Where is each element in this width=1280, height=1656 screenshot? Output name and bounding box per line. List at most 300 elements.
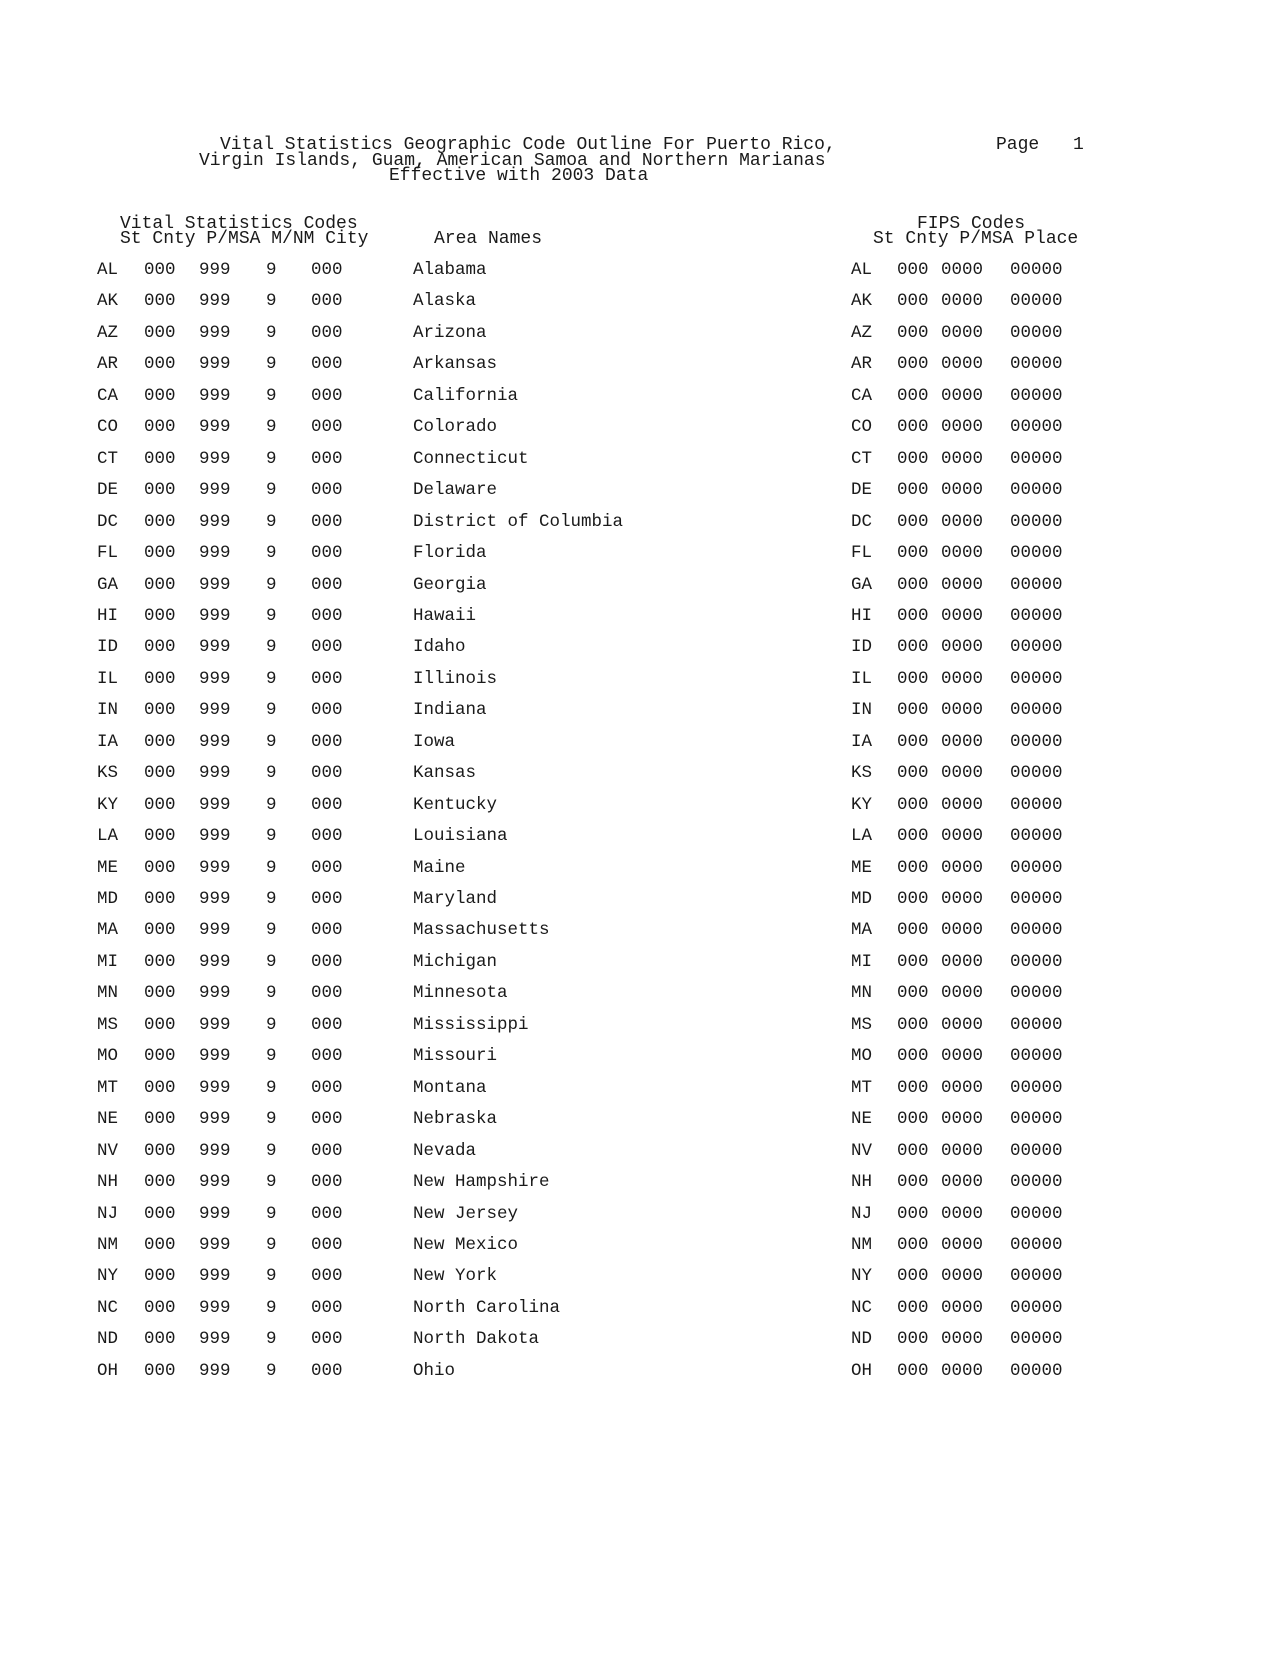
fips-state-cell: CT — [851, 448, 873, 469]
fips-county-cell: 000 — [897, 668, 929, 689]
vs-city-cell: 000 — [311, 763, 343, 784]
table-row — [0, 1234, 1280, 1257]
table-row — [0, 1014, 1280, 1037]
vs-state-cell: ND — [97, 1329, 119, 1350]
vs-city-cell: 000 — [311, 354, 343, 375]
fips-pmsa-cell: 0000 — [941, 1234, 984, 1255]
vs-county-cell: 000 — [144, 605, 176, 626]
table-row — [0, 1174, 1280, 1194]
vs-city-cell: 000 — [311, 1203, 343, 1224]
vs-mnm-cell: 9 — [266, 920, 277, 941]
vs-pmsa-cell: 999 — [199, 260, 231, 280]
vs-county-cell: 000 — [144, 543, 176, 564]
fips-pmsa-cell: 0000 — [941, 1140, 984, 1161]
vs-city-cell: 000 — [311, 322, 343, 343]
vs-state-cell: MA — [97, 920, 119, 941]
area-name-cell: New Mexico — [413, 1234, 519, 1255]
table-row — [0, 891, 1280, 911]
vs-county-cell: 000 — [144, 731, 176, 752]
area-name-cell: Nevada — [413, 1140, 477, 1161]
fips-place-cell: 00000 — [1010, 920, 1063, 941]
fips-pmsa-cell: 0000 — [941, 731, 984, 752]
fips-pmsa-cell: 0000 — [941, 826, 984, 847]
area-name-cell: Georgia — [413, 574, 487, 595]
fips-pmsa-cell: 0000 — [941, 385, 984, 406]
vs-mnm-cell: 9 — [266, 889, 277, 909]
fips-state-cell: ME — [851, 857, 873, 878]
vs-city-cell: 000 — [311, 1360, 343, 1381]
fips-pmsa-cell: 0000 — [941, 700, 984, 721]
fips-state-cell: GA — [851, 574, 873, 595]
fips-state-cell: ND — [851, 1329, 873, 1350]
vs-city-cell: 000 — [311, 511, 343, 532]
fips-county-cell: 000 — [897, 1329, 929, 1350]
vs-state-cell: ID — [97, 637, 119, 658]
vs-state-cell: KS — [97, 763, 119, 784]
vs-city-cell: 000 — [311, 983, 343, 1004]
vs-pmsa-cell: 999 — [199, 417, 231, 438]
vs-county-cell: 000 — [144, 322, 176, 343]
fips-county-cell: 000 — [897, 543, 929, 564]
vs-city-cell: 000 — [311, 1140, 343, 1161]
fips-codes-heading: FIPS Codes — [917, 214, 1026, 234]
vs-mnm-cell: 9 — [266, 417, 277, 438]
fips-place-cell: 00000 — [1010, 385, 1063, 406]
fips-place-cell: 00000 — [1010, 1077, 1063, 1098]
table-row — [0, 985, 1280, 1005]
fips-county-cell: 000 — [897, 1172, 929, 1193]
area-name-cell: Mississippi — [413, 1014, 529, 1035]
fips-state-cell: ID — [851, 637, 873, 658]
vs-mnm-cell: 9 — [266, 763, 277, 784]
fips-county-cell: 000 — [897, 605, 929, 626]
vs-pmsa-cell: 999 — [199, 951, 231, 972]
vs-county-cell: 000 — [144, 1046, 176, 1067]
fips-county-cell: 000 — [897, 1203, 929, 1224]
fips-county-cell: 000 — [897, 291, 929, 312]
vs-mnm-cell: 9 — [266, 857, 277, 878]
page-number: 1 — [1073, 135, 1084, 155]
fips-county-cell: 000 — [897, 1360, 929, 1381]
area-name-cell: Arkansas — [413, 354, 498, 375]
fips-pmsa-cell: 0000 — [941, 889, 984, 909]
fips-place-cell: 00000 — [1010, 983, 1063, 1004]
vs-county-cell: 000 — [144, 637, 176, 658]
vs-pmsa-cell: 999 — [199, 511, 231, 532]
area-name-cell: Ohio — [413, 1360, 456, 1381]
vs-state-cell: NJ — [97, 1203, 119, 1224]
area-name-cell: Alaska — [413, 291, 477, 312]
fips-county-cell: 000 — [897, 260, 929, 280]
area-name-cell: New Hampshire — [413, 1172, 550, 1193]
fips-state-cell: FL — [851, 543, 873, 564]
fips-place-cell: 00000 — [1010, 1360, 1063, 1381]
table-row — [0, 605, 1280, 628]
vs-county-cell: 000 — [144, 511, 176, 532]
vs-county-cell: 000 — [144, 385, 176, 406]
fips-county-cell: 000 — [897, 637, 929, 658]
table-row — [0, 322, 1280, 345]
fips-place-cell: 00000 — [1010, 951, 1063, 972]
vs-mnm-cell: 9 — [266, 1329, 277, 1350]
fips-county-cell: 000 — [897, 1266, 929, 1287]
fips-place-cell: 00000 — [1010, 731, 1063, 752]
fips-county-cell: 000 — [897, 951, 929, 972]
vs-mnm-cell: 9 — [266, 291, 277, 312]
fips-state-cell: MA — [851, 920, 873, 941]
table-row — [0, 922, 1280, 942]
area-name-cell: Maine — [413, 857, 466, 878]
table-row — [0, 262, 1280, 282]
vs-pmsa-cell: 999 — [199, 1046, 231, 1067]
vs-county-cell: 000 — [144, 983, 176, 1004]
vs-pmsa-cell: 999 — [199, 1203, 231, 1224]
fips-place-cell: 00000 — [1010, 1046, 1063, 1067]
vs-state-cell: FL — [97, 543, 119, 564]
vs-city-cell: 000 — [311, 637, 343, 658]
fips-state-cell: MI — [851, 951, 873, 972]
area-name-cell: Michigan — [413, 951, 498, 972]
vs-city-cell: 000 — [311, 260, 343, 280]
table-row — [0, 1268, 1280, 1288]
fips-county-cell: 000 — [897, 763, 929, 784]
fips-state-cell: DE — [851, 480, 873, 501]
vs-state-cell: GA — [97, 574, 119, 595]
fips-state-cell: LA — [851, 826, 873, 847]
fips-place-cell: 00000 — [1010, 1140, 1063, 1161]
fips-pmsa-cell: 0000 — [941, 1360, 984, 1381]
fips-state-cell: AK — [851, 291, 873, 312]
vs-mnm-cell: 9 — [266, 511, 277, 532]
vital-statistics-column-headers: St Cnty P/MSA M/NM City — [120, 229, 369, 249]
vs-city-cell: 000 — [311, 448, 343, 469]
fips-state-cell: MO — [851, 1046, 873, 1067]
vs-mnm-cell: 9 — [266, 983, 277, 1004]
fips-pmsa-cell: 0000 — [941, 322, 984, 343]
vs-state-cell: AL — [97, 260, 119, 280]
fips-place-cell: 00000 — [1010, 1109, 1063, 1130]
vs-state-cell: MS — [97, 1014, 119, 1035]
fips-pmsa-cell: 0000 — [941, 605, 984, 626]
fips-state-cell: IA — [851, 731, 873, 752]
vs-city-cell: 000 — [311, 668, 343, 689]
fips-county-cell: 000 — [897, 322, 929, 343]
vs-mnm-cell: 9 — [266, 1266, 277, 1287]
fips-pmsa-cell: 0000 — [941, 794, 984, 815]
fips-county-cell: 000 — [897, 1140, 929, 1161]
vs-state-cell: MN — [97, 983, 119, 1004]
fips-county-cell: 000 — [897, 417, 929, 438]
fips-county-cell: 000 — [897, 574, 929, 595]
area-name-cell: New York — [413, 1266, 498, 1287]
vs-state-cell: AZ — [97, 322, 119, 343]
vs-pmsa-cell: 999 — [199, 385, 231, 406]
fips-pmsa-cell: 0000 — [941, 291, 984, 312]
fips-place-cell: 00000 — [1010, 700, 1063, 721]
fips-county-cell: 000 — [897, 794, 929, 815]
vs-city-cell: 000 — [311, 1234, 343, 1255]
area-name-cell: California — [413, 385, 519, 406]
fips-state-cell: HI — [851, 605, 873, 626]
fips-place-cell: 00000 — [1010, 1014, 1063, 1035]
table-row — [0, 857, 1280, 880]
area-name-cell: Florida — [413, 543, 487, 564]
fips-pmsa-cell: 0000 — [941, 951, 984, 972]
fips-pmsa-cell: 0000 — [941, 763, 984, 784]
fips-pmsa-cell: 0000 — [941, 1046, 984, 1067]
vs-city-cell: 000 — [311, 889, 343, 909]
report-title-line-1: Vital Statistics Geographic Code Outline For Puerto Rico, — [220, 135, 836, 155]
table-row — [0, 1297, 1280, 1320]
fips-county-cell: 000 — [897, 385, 929, 406]
vs-city-cell: 000 — [311, 291, 343, 312]
vs-county-cell: 000 — [144, 574, 176, 595]
vs-county-cell: 000 — [144, 480, 176, 501]
vs-county-cell: 000 — [144, 889, 176, 909]
area-name-cell: Colorado — [413, 417, 498, 438]
vs-mnm-cell: 9 — [266, 1297, 277, 1318]
table-row — [0, 731, 1280, 754]
vs-mnm-cell: 9 — [266, 668, 277, 689]
table-row — [0, 1048, 1280, 1068]
table-row — [0, 419, 1280, 439]
table-row — [0, 1111, 1280, 1131]
fips-place-cell: 00000 — [1010, 637, 1063, 658]
vs-county-cell: 000 — [144, 448, 176, 469]
vs-county-cell: 000 — [144, 291, 176, 312]
vs-pmsa-cell: 999 — [199, 448, 231, 469]
vs-state-cell: OH — [97, 1360, 119, 1381]
fips-pmsa-cell: 0000 — [941, 1203, 984, 1224]
vs-county-cell: 000 — [144, 1329, 176, 1350]
table-row — [0, 1360, 1280, 1383]
fips-place-cell: 00000 — [1010, 794, 1063, 815]
vs-city-cell: 000 — [311, 417, 343, 438]
vs-city-cell: 000 — [311, 700, 343, 721]
fips-place-cell: 00000 — [1010, 668, 1063, 689]
fips-place-cell: 00000 — [1010, 1329, 1063, 1350]
vs-mnm-cell: 9 — [266, 1140, 277, 1161]
fips-pmsa-cell: 0000 — [941, 260, 984, 280]
vs-county-cell: 000 — [144, 1297, 176, 1318]
vs-city-cell: 000 — [311, 1329, 343, 1350]
vs-county-cell: 000 — [144, 951, 176, 972]
vs-mnm-cell: 9 — [266, 574, 277, 595]
area-name-cell: Hawaii — [413, 605, 477, 626]
fips-state-cell: MS — [851, 1014, 873, 1035]
vs-pmsa-cell: 999 — [199, 1140, 231, 1161]
vs-pmsa-cell: 999 — [199, 480, 231, 501]
fips-state-cell: NC — [851, 1297, 873, 1318]
fips-county-cell: 000 — [897, 1014, 929, 1035]
vs-pmsa-cell: 999 — [199, 291, 231, 312]
area-name-cell: District of Columbia — [413, 511, 624, 532]
fips-place-cell: 00000 — [1010, 1266, 1063, 1287]
fips-place-cell: 00000 — [1010, 543, 1063, 564]
area-name-cell: Idaho — [413, 637, 466, 658]
vs-mnm-cell: 9 — [266, 826, 277, 847]
fips-county-cell: 000 — [897, 826, 929, 847]
vs-mnm-cell: 9 — [266, 1234, 277, 1255]
vs-city-cell: 000 — [311, 920, 343, 941]
vs-state-cell: ME — [97, 857, 119, 878]
area-name-cell: Delaware — [413, 480, 498, 501]
vs-pmsa-cell: 999 — [199, 637, 231, 658]
area-name-cell: Alabama — [413, 260, 487, 280]
vital-statistics-codes-heading: Vital Statistics Codes — [120, 214, 358, 234]
vs-pmsa-cell: 999 — [199, 1266, 231, 1287]
vs-mnm-cell: 9 — [266, 260, 277, 280]
table-row — [0, 545, 1280, 565]
area-name-cell: Kentucky — [413, 794, 498, 815]
vs-pmsa-cell: 999 — [199, 700, 231, 721]
page-label: Page — [996, 135, 1040, 155]
vs-city-cell: 000 — [311, 1014, 343, 1035]
fips-state-cell: AR — [851, 354, 873, 375]
vs-city-cell: 000 — [311, 543, 343, 564]
vs-city-cell: 000 — [311, 951, 343, 972]
area-name-cell: Kansas — [413, 763, 477, 784]
fips-county-cell: 000 — [897, 511, 929, 532]
fips-pmsa-cell: 0000 — [941, 448, 984, 469]
fips-county-cell: 000 — [897, 889, 929, 909]
vs-city-cell: 000 — [311, 480, 343, 501]
vs-county-cell: 000 — [144, 1172, 176, 1193]
vs-city-cell: 000 — [311, 731, 343, 752]
table-row — [0, 794, 1280, 817]
fips-place-cell: 00000 — [1010, 1172, 1063, 1193]
fips-state-cell: OH — [851, 1360, 873, 1381]
vs-state-cell: CO — [97, 417, 119, 438]
vs-county-cell: 000 — [144, 857, 176, 878]
fips-pmsa-cell: 0000 — [941, 668, 984, 689]
fips-place-cell: 00000 — [1010, 417, 1063, 438]
vs-mnm-cell: 9 — [266, 322, 277, 343]
fips-county-cell: 000 — [897, 983, 929, 1004]
fips-county-cell: 000 — [897, 731, 929, 752]
vs-pmsa-cell: 999 — [199, 731, 231, 752]
fips-county-cell: 000 — [897, 448, 929, 469]
fips-state-cell: NJ — [851, 1203, 873, 1224]
vs-mnm-cell: 9 — [266, 1077, 277, 1098]
vs-mnm-cell: 9 — [266, 1109, 277, 1130]
vs-county-cell: 000 — [144, 1077, 176, 1098]
vs-pmsa-cell: 999 — [199, 1077, 231, 1098]
fips-place-cell: 00000 — [1010, 826, 1063, 847]
vs-state-cell: IA — [97, 731, 119, 752]
vs-city-cell: 000 — [311, 605, 343, 626]
fips-place-cell: 00000 — [1010, 889, 1063, 909]
vs-county-cell: 000 — [144, 668, 176, 689]
fips-county-cell: 000 — [897, 700, 929, 721]
area-name-cell: North Carolina — [413, 1297, 561, 1318]
vs-pmsa-cell: 999 — [199, 889, 231, 909]
vs-state-cell: NC — [97, 1297, 119, 1318]
vs-county-cell: 000 — [144, 1266, 176, 1287]
vs-county-cell: 000 — [144, 826, 176, 847]
fips-place-cell: 00000 — [1010, 857, 1063, 878]
vs-mnm-cell: 9 — [266, 385, 277, 406]
area-name-cell: Maryland — [413, 889, 498, 909]
fips-place-cell: 00000 — [1010, 1297, 1063, 1318]
fips-state-cell: NY — [851, 1266, 873, 1287]
area-names-heading: Area Names — [434, 229, 543, 249]
area-name-cell: Louisiana — [413, 826, 508, 847]
fips-pmsa-cell: 0000 — [941, 543, 984, 564]
fips-state-cell: NV — [851, 1140, 873, 1161]
fips-place-cell: 00000 — [1010, 605, 1063, 626]
vs-city-cell: 000 — [311, 1172, 343, 1193]
vs-mnm-cell: 9 — [266, 1360, 277, 1381]
vs-state-cell: AR — [97, 354, 119, 375]
table-row — [0, 511, 1280, 534]
fips-place-cell: 00000 — [1010, 480, 1063, 501]
fips-place-cell: 00000 — [1010, 448, 1063, 469]
fips-place-cell: 00000 — [1010, 260, 1063, 280]
vs-pmsa-cell: 999 — [199, 1109, 231, 1130]
vs-pmsa-cell: 999 — [199, 543, 231, 564]
vs-county-cell: 000 — [144, 417, 176, 438]
vs-pmsa-cell: 999 — [199, 1234, 231, 1255]
vs-state-cell: IN — [97, 700, 119, 721]
vs-mnm-cell: 9 — [266, 1014, 277, 1035]
fips-pmsa-cell: 0000 — [941, 1172, 984, 1193]
fips-state-cell: NE — [851, 1109, 873, 1130]
vs-pmsa-cell: 999 — [199, 763, 231, 784]
fips-state-cell: MT — [851, 1077, 873, 1098]
area-name-cell: Nebraska — [413, 1109, 498, 1130]
fips-pmsa-cell: 0000 — [941, 1014, 984, 1035]
fips-state-cell: IN — [851, 700, 873, 721]
vs-county-cell: 000 — [144, 920, 176, 941]
vs-mnm-cell: 9 — [266, 543, 277, 564]
fips-state-cell: AZ — [851, 322, 873, 343]
vs-mnm-cell: 9 — [266, 731, 277, 752]
fips-state-cell: KY — [851, 794, 873, 815]
vs-county-cell: 000 — [144, 794, 176, 815]
vs-mnm-cell: 9 — [266, 480, 277, 501]
table-row — [0, 668, 1280, 691]
vs-mnm-cell: 9 — [266, 448, 277, 469]
fips-pmsa-cell: 0000 — [941, 354, 984, 375]
vs-pmsa-cell: 999 — [199, 1172, 231, 1193]
vs-pmsa-cell: 999 — [199, 983, 231, 1004]
fips-state-cell: IL — [851, 668, 873, 689]
fips-county-cell: 000 — [897, 920, 929, 941]
fips-state-cell: NH — [851, 1172, 873, 1193]
area-name-cell: Iowa — [413, 731, 456, 752]
table-row — [0, 765, 1280, 785]
vs-state-cell: DE — [97, 480, 119, 501]
report-title-line-3: Effective with 2003 Data — [389, 166, 649, 186]
vs-state-cell: CT — [97, 448, 119, 469]
area-name-cell: Massachusetts — [413, 920, 550, 941]
vs-county-cell: 000 — [144, 1203, 176, 1224]
fips-county-cell: 000 — [897, 480, 929, 501]
fips-state-cell: MN — [851, 983, 873, 1004]
vs-pmsa-cell: 999 — [199, 354, 231, 375]
fips-place-cell: 00000 — [1010, 1234, 1063, 1255]
vs-pmsa-cell: 999 — [199, 322, 231, 343]
vs-state-cell: IL — [97, 668, 119, 689]
area-name-cell: Minnesota — [413, 983, 508, 1004]
table-row — [0, 1331, 1280, 1351]
vs-state-cell: KY — [97, 794, 119, 815]
vs-county-cell: 000 — [144, 700, 176, 721]
fips-pmsa-cell: 0000 — [941, 1109, 984, 1130]
table-row — [0, 1140, 1280, 1163]
area-name-cell: Arizona — [413, 322, 487, 343]
